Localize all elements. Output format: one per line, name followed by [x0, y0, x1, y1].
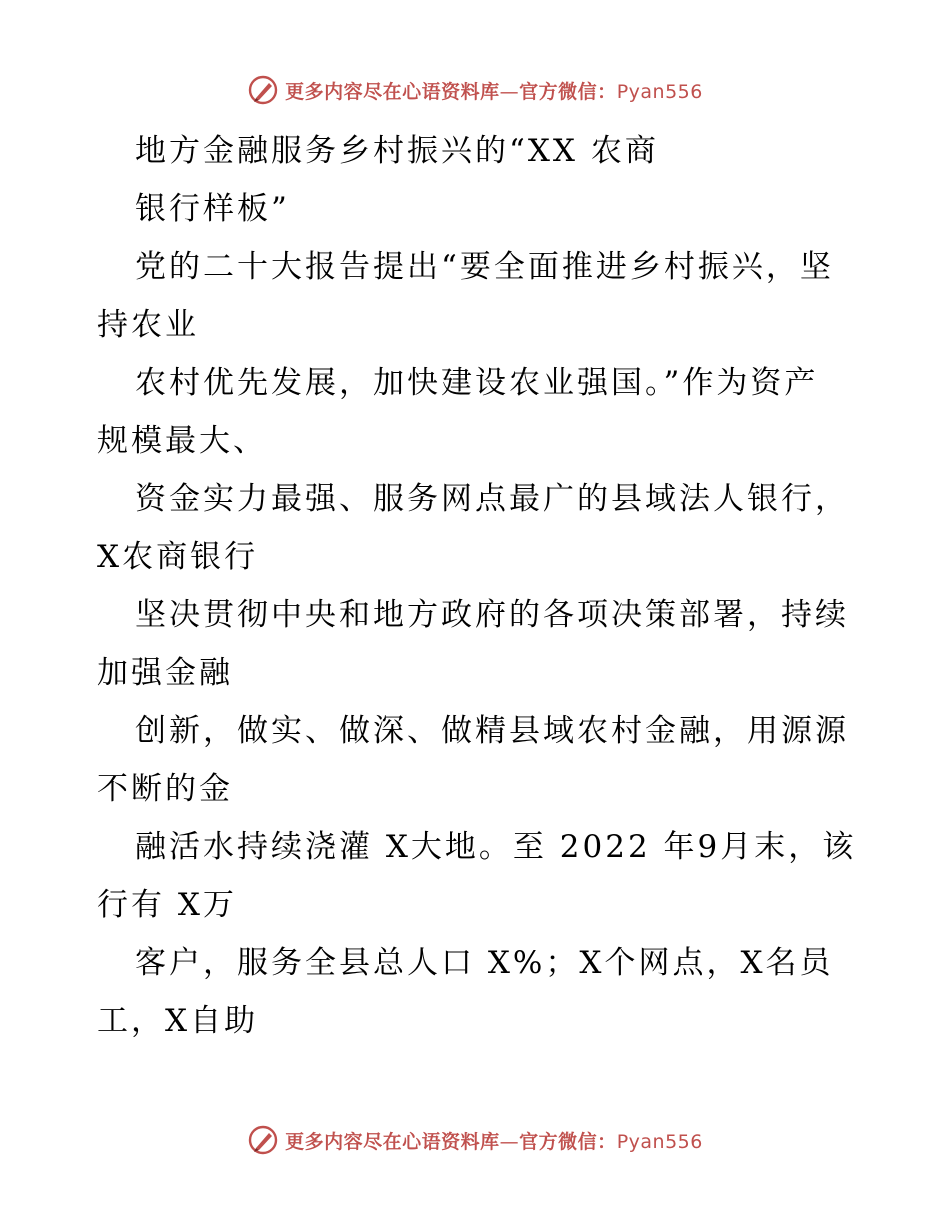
document-line: 加强金融 [97, 655, 233, 691]
document-line: 创新，做实、做深、做精县域农村金融，用源源 [135, 713, 849, 749]
pen-circle-logo-icon [247, 1124, 279, 1156]
document-line: 不断的金 [97, 771, 233, 807]
header-banner [0, 70, 950, 110]
footer-banner [0, 1120, 950, 1160]
document-line: 持农业 [97, 307, 199, 343]
document-line: 工，X自助 [97, 1003, 259, 1039]
document-line: 党的二十大报告提出“要全面推进乡村振兴，坚 [135, 249, 834, 285]
pen-circle-logo-icon [247, 74, 279, 106]
document-line: 客户，服务全县总人口 X%；X个网点，X名员 [135, 945, 834, 981]
header-banner-slogan: 更多内容尽在心语资料库 [285, 80, 500, 103]
document-line: X农商银行 [97, 539, 259, 575]
footer-banner-separator: — [499, 1130, 520, 1153]
header-banner-text [285, 77, 703, 104]
document-line: 坚决贯彻中央和地方政府的各项决策部署，持续 [135, 597, 849, 633]
header-banner-wechat-label: 官方微信： [519, 80, 617, 103]
header-banner-separator: — [499, 80, 520, 103]
document-line: 银行样板” [135, 191, 290, 227]
document-line: 地方金融服务乡村振兴的“XX 农商 [135, 133, 659, 169]
footer-banner-wechat-id: Pyan556 [616, 1130, 703, 1153]
footer-banner-text [285, 1127, 703, 1154]
document-line: 行有 X万 [97, 887, 237, 923]
footer-banner-slogan: 更多内容尽在心语资料库 [285, 1130, 500, 1153]
footer-banner-wechat-label: 官方微信： [519, 1130, 617, 1153]
document-line: 规模最大、 [97, 423, 267, 459]
document-line: 融活水持续浇灌 X大地。至 2022 年9月末，该 [135, 829, 857, 865]
document-body [97, 122, 857, 1050]
document-line: 资金实力最强、服务网点最广的县域法人银行， [135, 481, 849, 517]
document-line: 农村优先发展，加快建设农业强国。”作为资产 [135, 365, 819, 401]
header-banner-wechat-id: Pyan556 [616, 80, 703, 103]
